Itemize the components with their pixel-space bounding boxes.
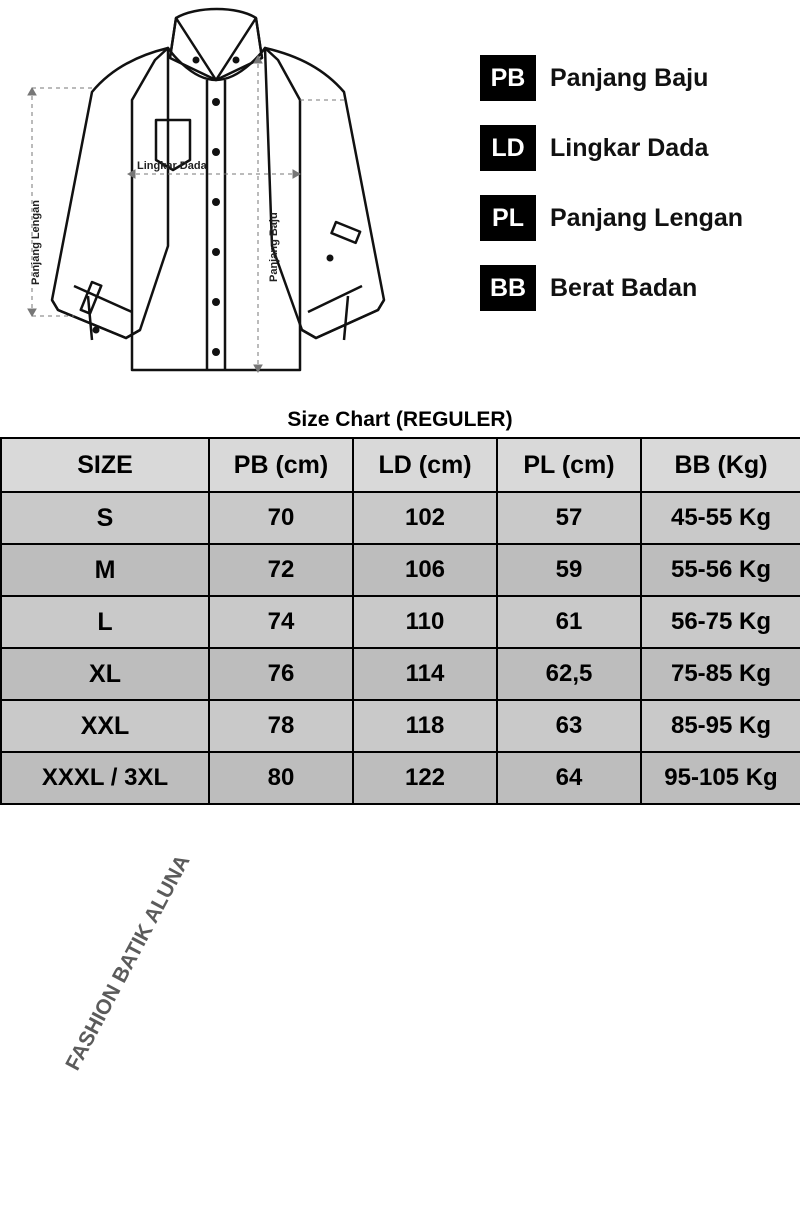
- label-lingkar-dada: Lingkar Dada: [137, 160, 207, 172]
- table-row: [1, 648, 800, 700]
- cell-pl: 59: [497, 544, 641, 596]
- cell-pb: 72: [209, 544, 353, 596]
- legend-label-pb: Panjang Baju: [550, 63, 709, 92]
- cell-pl: 57: [497, 492, 641, 544]
- cell-size: L: [1, 596, 209, 648]
- cell-bb: 75-85 Kg: [641, 648, 800, 700]
- cell-ld: 110: [353, 596, 497, 648]
- header-ld: LD (cm): [353, 438, 497, 492]
- legend-code-bb: BB: [480, 265, 536, 311]
- size-table: [0, 437, 800, 805]
- watermark: [61, 851, 372, 1227]
- shirt-diagram: [0, 0, 470, 400]
- legend-label-pl: Panjang Lengan: [550, 203, 744, 232]
- cell-pb: 80: [209, 752, 353, 804]
- cell-bb: 55-56 Kg: [641, 544, 800, 596]
- table-row: [1, 700, 800, 752]
- cell-pb: 76: [209, 648, 353, 700]
- legend-code-pb: PB: [480, 55, 536, 101]
- cell-pb: 74: [209, 596, 353, 648]
- cell-ld: 122: [353, 752, 497, 804]
- table-row: [1, 596, 800, 648]
- header-bb: BB (Kg): [641, 438, 800, 492]
- legend-item-pb: [480, 52, 790, 104]
- cell-size: S: [1, 492, 209, 544]
- cell-pl: 64: [497, 752, 641, 804]
- cell-size: XXXL / 3XL: [1, 752, 209, 804]
- cell-size: XL: [1, 648, 209, 700]
- label-panjang-baju: Panjang Baju: [268, 212, 280, 282]
- cell-bb: 56-75 Kg: [641, 596, 800, 648]
- header-size: SIZE: [1, 438, 209, 492]
- cell-bb: 85-95 Kg: [641, 700, 800, 752]
- cell-ld: 106: [353, 544, 497, 596]
- cell-ld: 102: [353, 492, 497, 544]
- legend-label-bb: Berat Badan: [550, 273, 698, 302]
- cell-pl: 62,5: [497, 648, 641, 700]
- header-pl: PL (cm): [497, 438, 641, 492]
- watermark-text: FASHION BATIK ALUNA: [61, 851, 195, 1075]
- table-row: [1, 544, 800, 596]
- header-pb: PB (cm): [209, 438, 353, 492]
- label-panjang-lengan: Panjang Lengan: [30, 200, 42, 285]
- cell-pl: 61: [497, 596, 641, 648]
- cell-ld: 114: [353, 648, 497, 700]
- cell-pl: 63: [497, 700, 641, 752]
- size-table-container: [0, 437, 800, 1075]
- cell-bb: 45-55 Kg: [641, 492, 800, 544]
- legend-item-ld: [480, 122, 790, 174]
- cell-bb: 95-105 Kg: [641, 752, 800, 804]
- chart-title: Size Chart (REGULER): [287, 408, 513, 431]
- cell-size: M: [1, 544, 209, 596]
- legend-code-ld: LD: [480, 125, 536, 171]
- legend: [480, 52, 790, 332]
- legend-item-pl: [480, 192, 790, 244]
- legend-item-bb: [480, 262, 790, 314]
- table-row: [1, 752, 800, 804]
- cell-size: XXL: [1, 700, 209, 752]
- cell-pb: 70: [209, 492, 353, 544]
- legend-code-pl: PL: [480, 195, 536, 241]
- table-row: [1, 492, 800, 544]
- cell-ld: 118: [353, 700, 497, 752]
- table-header-row: [1, 438, 800, 492]
- cell-pb: 78: [209, 700, 353, 752]
- legend-label-ld: Lingkar Dada: [550, 133, 709, 162]
